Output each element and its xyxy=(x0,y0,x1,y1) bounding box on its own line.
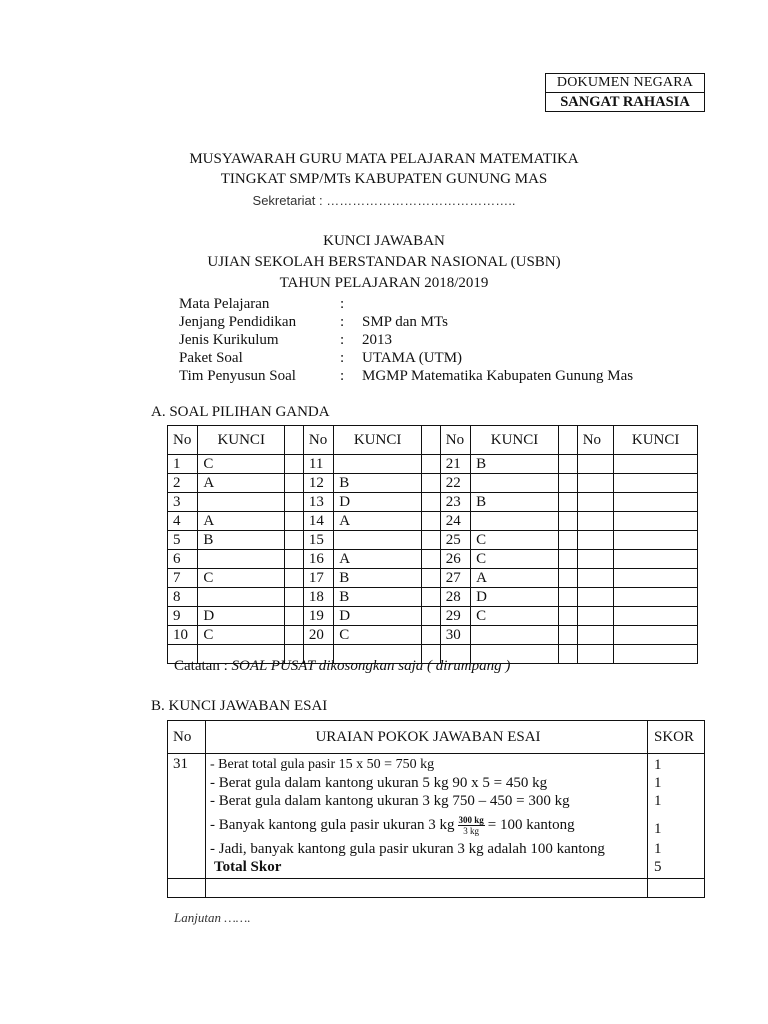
answer-key: B xyxy=(334,569,422,588)
spacer-cell xyxy=(421,455,440,474)
question-number: 31 xyxy=(168,754,206,879)
answer-number xyxy=(577,455,614,474)
note-text: SOAL PUSAT dikosongkan saja ( dirumpang ) xyxy=(231,658,511,674)
answer-key xyxy=(471,474,559,493)
spacer-cell xyxy=(285,607,304,626)
answer-key xyxy=(334,455,422,474)
meta-value: SMP dan MTs xyxy=(362,314,448,330)
spacer-cell xyxy=(285,474,304,493)
multiple-choice-rows xyxy=(168,455,698,664)
answer-key: A xyxy=(334,512,422,531)
answer-number: 10 xyxy=(168,626,198,645)
section-b-title: B. KUNCI JAWABAN ESAI xyxy=(151,698,328,714)
fraction-denominator: 3 kg xyxy=(463,826,480,837)
doc-title-1: KUNCI JAWABAN xyxy=(323,233,445,249)
spacer-cell xyxy=(421,474,440,493)
answer-number: 19 xyxy=(303,607,333,626)
spacer-cell xyxy=(421,626,440,645)
spacer-cell xyxy=(285,531,304,550)
spacer-cell xyxy=(421,531,440,550)
meta-key: Jenis Kurikulum xyxy=(179,332,279,348)
spacer-cell xyxy=(285,493,304,512)
table-row xyxy=(168,626,698,645)
meta-key: Jenjang Pendidikan xyxy=(179,314,297,330)
answer-key: C xyxy=(471,550,559,569)
answer-step xyxy=(210,810,646,840)
answer-number xyxy=(577,607,614,626)
answer-number xyxy=(577,588,614,607)
total-score-label: Total Skor xyxy=(214,859,282,875)
answer-number: 15 xyxy=(303,531,333,550)
header-kunci: KUNCI xyxy=(198,426,285,455)
spacer-cell xyxy=(285,426,304,455)
answer-key: A xyxy=(334,550,422,569)
answer-key: B xyxy=(198,531,285,550)
table-row xyxy=(168,455,698,474)
answer-number: 27 xyxy=(440,569,470,588)
answer-key: A xyxy=(471,569,559,588)
table-row xyxy=(168,493,698,512)
spacer-cell xyxy=(558,626,577,645)
answer-key: C xyxy=(198,626,285,645)
empty-cell xyxy=(648,879,705,898)
answer-key xyxy=(614,474,698,493)
answer-key xyxy=(614,550,698,569)
stamp-line-2: SANGAT RAHASIA xyxy=(560,94,690,110)
score-value: 1 xyxy=(654,757,662,773)
answer-number: 29 xyxy=(440,607,470,626)
header-kunci: KUNCI xyxy=(614,426,698,455)
answer-number: 9 xyxy=(168,607,198,626)
score-column xyxy=(648,754,705,879)
answer-number: 17 xyxy=(303,569,333,588)
table-row xyxy=(168,512,698,531)
header-kunci: KUNCI xyxy=(334,426,422,455)
answer-number: 18 xyxy=(303,588,333,607)
header-no: No xyxy=(577,426,614,455)
meta-info xyxy=(179,295,699,385)
answer-key: D xyxy=(198,607,285,626)
meta-row xyxy=(179,295,699,313)
empty-cell xyxy=(168,879,206,898)
answer-number: 7 xyxy=(168,569,198,588)
answer-number: 22 xyxy=(440,474,470,493)
answer-number: 21 xyxy=(440,455,470,474)
spacer-cell xyxy=(421,588,440,607)
meta-row xyxy=(179,313,699,331)
meta-key: Paket Soal xyxy=(179,350,243,366)
table-row xyxy=(168,550,698,569)
answer-number: 3 xyxy=(168,493,198,512)
spacer-cell xyxy=(558,569,577,588)
meta-key: Tim Penyusun Soal xyxy=(179,368,296,384)
score-value: 1 xyxy=(654,841,662,857)
answer-key xyxy=(198,550,285,569)
answer-number: 24 xyxy=(440,512,470,531)
answer-number: 16 xyxy=(303,550,333,569)
section-a-title: A. SOAL PILIHAN GANDA xyxy=(151,404,330,420)
table-header-row xyxy=(168,721,705,754)
doc-title-3: TAHUN PELAJARAN 2018/2019 xyxy=(279,275,489,291)
meta-key: Mata Pelajaran xyxy=(179,296,270,312)
answer-number: 14 xyxy=(303,512,333,531)
meta-row xyxy=(179,367,699,385)
spacer-cell xyxy=(558,426,577,455)
classification-stamp xyxy=(545,73,705,112)
meta-sep: : xyxy=(340,296,345,312)
empty-cell xyxy=(206,879,648,898)
meta-value: 2013 xyxy=(362,332,392,348)
spacer-cell xyxy=(421,426,440,455)
stamp-line-1: DOKUMEN NEGARA xyxy=(546,74,704,93)
answer-key: D xyxy=(334,493,422,512)
answer-key: B xyxy=(334,588,422,607)
secretariat-line: Sekretariat : …………………………………….. xyxy=(252,193,516,208)
table-row xyxy=(168,531,698,550)
spacer-cell xyxy=(558,455,577,474)
table-row xyxy=(168,588,698,607)
spacer-cell xyxy=(421,512,440,531)
answer-key xyxy=(614,588,698,607)
answer-number: 11 xyxy=(303,455,333,474)
answer-number: 12 xyxy=(303,474,333,493)
spacer-cell xyxy=(285,626,304,645)
spacer-cell xyxy=(421,607,440,626)
answer-step: - Berat gula dalam kantong ukuran 5 kg 90 x 5 = 450 kg xyxy=(210,775,548,791)
answer-key xyxy=(614,493,698,512)
answer-number xyxy=(577,531,614,550)
answer-key: C xyxy=(198,455,285,474)
answer-key xyxy=(334,531,422,550)
answer-key: C xyxy=(334,626,422,645)
score-value: 1 xyxy=(654,793,662,809)
meta-sep: : xyxy=(340,368,345,384)
fraction-numerator: 300 kg xyxy=(458,815,484,826)
multiple-choice-key-table xyxy=(167,425,698,664)
answer-step: - Jadi, banyak kantong gula pasir ukuran 3 kg adalah 100 kantong xyxy=(210,841,605,857)
answer-key: B xyxy=(471,455,559,474)
answer-key: B xyxy=(334,474,422,493)
answer-key xyxy=(471,626,559,645)
answer-key: C xyxy=(471,531,559,550)
spacer-cell xyxy=(421,493,440,512)
answer-step-result: = 100 kantong xyxy=(487,817,575,833)
answer-number: 30 xyxy=(440,626,470,645)
answer-step-text: - Banyak kantong gula pasir ukuran 3 kg xyxy=(210,817,455,833)
answer-number xyxy=(577,645,614,664)
answer-number: 8 xyxy=(168,588,198,607)
answer-number: 23 xyxy=(440,493,470,512)
answer-key: D xyxy=(471,588,559,607)
spacer-cell xyxy=(421,569,440,588)
answer-number: 2 xyxy=(168,474,198,493)
section-a-note xyxy=(174,658,510,675)
total-score-value: 5 xyxy=(654,859,662,875)
spacer-cell xyxy=(285,569,304,588)
spacer-cell xyxy=(285,550,304,569)
answer-outline xyxy=(206,754,648,879)
table-row xyxy=(168,569,698,588)
answer-key: B xyxy=(471,493,559,512)
continuation-note: Lanjutan ……. xyxy=(174,910,251,925)
table-header-row xyxy=(168,426,698,455)
header-uraian: URAIAN POKOK JAWABAN ESAI xyxy=(206,721,648,754)
answer-key: A xyxy=(198,512,285,531)
answer-number: 6 xyxy=(168,550,198,569)
spacer-cell xyxy=(558,512,577,531)
answer-key xyxy=(198,588,285,607)
answer-key xyxy=(614,645,698,664)
doc-title-2: UJIAN SEKOLAH BERSTANDAR NASIONAL (USBN) xyxy=(207,254,561,270)
score-value: 1 xyxy=(654,821,662,837)
answer-number xyxy=(577,474,614,493)
answer-key xyxy=(614,531,698,550)
answer-number: 1 xyxy=(168,455,198,474)
meta-sep: : xyxy=(340,314,345,330)
spacer-cell xyxy=(558,474,577,493)
answer-key xyxy=(614,512,698,531)
answer-step: - Berat gula dalam kantong ukuran 3 kg 750 – 450 = 300 kg xyxy=(210,793,570,809)
spacer-cell xyxy=(558,607,577,626)
table-row xyxy=(168,607,698,626)
spacer-cell xyxy=(558,550,577,569)
spacer-cell xyxy=(285,512,304,531)
answer-number: 13 xyxy=(303,493,333,512)
answer-number: 25 xyxy=(440,531,470,550)
header-no: No xyxy=(168,721,206,754)
answer-number xyxy=(577,569,614,588)
answer-key: A xyxy=(198,474,285,493)
meta-value: UTAMA (UTM) xyxy=(362,350,463,366)
meta-row xyxy=(179,331,699,349)
meta-value: MGMP Matematika Kabupaten Gunung Mas xyxy=(362,368,634,384)
header-kunci: KUNCI xyxy=(471,426,559,455)
header-line-1: MUSYAWARAH GURU MATA PELAJARAN MATEMATIKA xyxy=(189,151,579,167)
answer-key: C xyxy=(198,569,285,588)
score-value: 1 xyxy=(654,775,662,791)
spacer-cell xyxy=(558,588,577,607)
meta-sep: : xyxy=(340,350,345,366)
header-no: No xyxy=(303,426,333,455)
answer-key xyxy=(614,607,698,626)
answer-key: C xyxy=(471,607,559,626)
answer-key xyxy=(614,626,698,645)
spacer-cell xyxy=(558,531,577,550)
answer-key xyxy=(614,455,698,474)
meta-row xyxy=(179,349,699,367)
answer-number xyxy=(577,512,614,531)
spacer-cell xyxy=(285,455,304,474)
header-no: No xyxy=(168,426,198,455)
essay-key-table xyxy=(167,720,705,898)
header-skor: SKOR xyxy=(648,721,705,754)
header-no: No xyxy=(440,426,470,455)
note-prefix: Catatan : xyxy=(174,658,232,674)
answer-number: 28 xyxy=(440,588,470,607)
answer-key xyxy=(471,512,559,531)
spacer-cell xyxy=(285,588,304,607)
essay-empty-row xyxy=(168,879,705,898)
answer-number: 26 xyxy=(440,550,470,569)
answer-step: - Berat total gula pasir 15 x 50 = 750 kg xyxy=(210,757,435,772)
essay-row xyxy=(168,754,705,879)
answer-number: 20 xyxy=(303,626,333,645)
header-line-2: TINGKAT SMP/MTs KABUPATEN GUNUNG MAS xyxy=(220,171,548,187)
meta-sep: : xyxy=(340,332,345,348)
answer-number xyxy=(577,626,614,645)
answer-key: D xyxy=(334,607,422,626)
answer-key xyxy=(614,569,698,588)
answer-number: 5 xyxy=(168,531,198,550)
spacer-cell xyxy=(558,645,577,664)
table-row xyxy=(168,474,698,493)
spacer-cell xyxy=(421,550,440,569)
fraction xyxy=(458,815,485,836)
spacer-cell xyxy=(558,493,577,512)
answer-number xyxy=(577,493,614,512)
answer-key xyxy=(198,493,285,512)
answer-number xyxy=(577,550,614,569)
answer-number: 4 xyxy=(168,512,198,531)
